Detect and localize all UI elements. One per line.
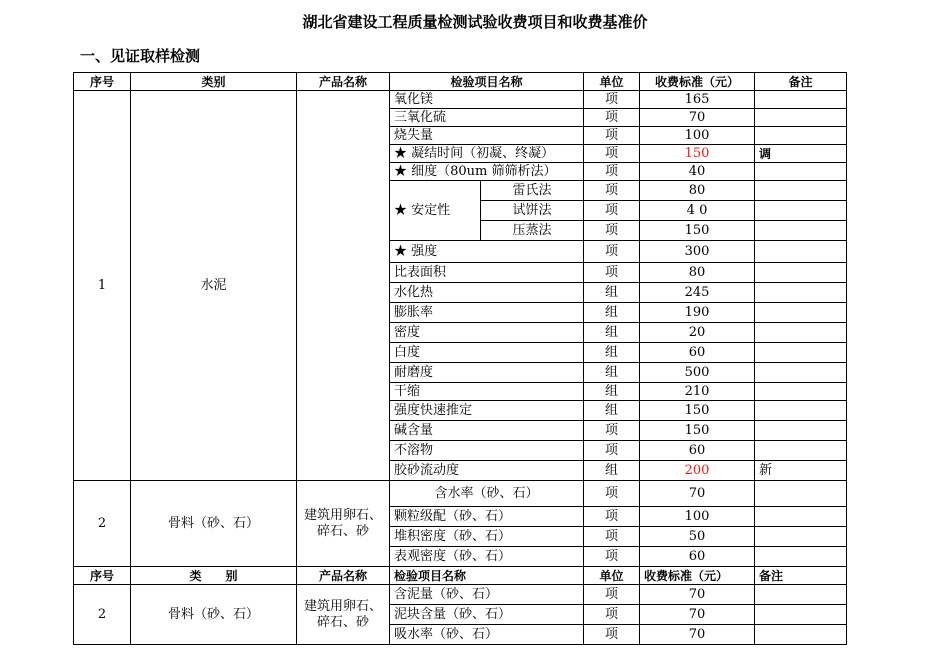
item-fee: 100: [640, 507, 755, 527]
item-name: 吸水率（砂、石）: [390, 625, 584, 645]
item-fee: 60: [640, 343, 755, 363]
group-product: 建筑用卵石、碎石、砂: [297, 481, 390, 567]
header-category: 类别: [131, 73, 297, 91]
item-note: [755, 91, 847, 109]
item-note: [755, 625, 847, 645]
item-name: 耐磨度: [390, 363, 584, 383]
item-note: [755, 241, 847, 263]
item-unit: 项: [584, 421, 640, 441]
item-note: [755, 441, 847, 461]
item-unit: 项: [584, 441, 640, 461]
table-header-row-repeat: [74, 567, 847, 585]
item-note: 新: [755, 461, 847, 481]
item-note: [755, 303, 847, 323]
item-unit: 组: [584, 401, 640, 421]
item-fee: 300: [640, 241, 755, 263]
item-note: [755, 507, 847, 527]
item-unit: 组: [584, 283, 640, 303]
item-note: 调: [755, 145, 847, 163]
item-unit: 项: [584, 625, 640, 645]
item-name: 堆积密度（砂、石）: [390, 527, 584, 547]
item-note: [755, 181, 847, 201]
table-row: [74, 585, 847, 605]
item-unit: 项: [584, 547, 640, 567]
document-title: 湖北省建设工程质量检测试验收费项目和收费基准价: [302, 13, 648, 31]
group-category: 水泥: [131, 91, 297, 481]
item-name: 泥块含量（砂、石）: [390, 605, 584, 625]
item-name: 白度: [390, 343, 584, 363]
item-note: [755, 547, 847, 567]
item-name: 含泥量（砂、石）: [390, 585, 584, 605]
header-note: 备注: [755, 567, 847, 585]
item-unit: 项: [584, 163, 640, 181]
item-fee-new: 200: [640, 461, 755, 481]
item-name: 密度: [390, 323, 584, 343]
group-no: 1: [74, 91, 131, 481]
item-name: 碱含量: [390, 421, 584, 441]
item-name: 颗粒级配（砂、石）: [390, 507, 584, 527]
item-unit: 项: [584, 605, 640, 625]
group-no: 2: [74, 585, 131, 645]
item-unit: 项: [584, 109, 640, 127]
group-category: 骨料（砂、石）: [131, 481, 297, 567]
item-fee: 70: [640, 625, 755, 645]
item-unit: 组: [584, 323, 640, 343]
header-unit: 单位: [584, 73, 640, 91]
item-fee: 150: [640, 221, 755, 241]
item-fee: 50: [640, 527, 755, 547]
item-name: ★ 安定性: [390, 181, 481, 241]
item-name: 强度快速推定: [390, 401, 584, 421]
item-note: [755, 343, 847, 363]
item-note: [755, 163, 847, 181]
item-unit: 项: [584, 145, 640, 163]
item-note: [755, 127, 847, 145]
item-unit: 组: [584, 461, 640, 481]
item-fee: 150: [640, 401, 755, 421]
item-note: [755, 605, 847, 625]
table-row: [74, 481, 847, 507]
item-note: [755, 109, 847, 127]
item-fee: 100: [640, 127, 755, 145]
item-fee: 245: [640, 283, 755, 303]
item-name: ★ 细度（80um 筛筛析法）: [390, 163, 584, 181]
item-name: 比表面积: [390, 263, 584, 283]
item-fee: 40: [640, 163, 755, 181]
group-no: 2: [74, 481, 131, 567]
item-note: [755, 421, 847, 441]
item-unit: 项: [584, 127, 640, 145]
item-fee: 70: [640, 605, 755, 625]
item-unit: 项: [584, 585, 640, 605]
item-unit: 组: [584, 363, 640, 383]
item-unit: 项: [584, 481, 640, 507]
item-fee: 70: [640, 481, 755, 507]
header-product: 产品名称: [297, 567, 390, 585]
item-name: 表观密度（砂、石）: [390, 547, 584, 567]
group-product: [297, 91, 390, 481]
item-note: [755, 527, 847, 547]
item-unit: 项: [584, 201, 640, 221]
item-method: 雷氏法: [481, 181, 584, 201]
header-fee: 收费标准（元）: [640, 73, 755, 91]
item-fee-adjusted: 150: [640, 145, 755, 163]
item-name: 膨胀率: [390, 303, 584, 323]
item-note: [755, 401, 847, 421]
item-note: [755, 481, 847, 507]
header-unit: 单位: [584, 567, 640, 585]
item-note: [755, 383, 847, 401]
item-name: 含水率（砂、石）: [390, 481, 584, 507]
item-note: [755, 363, 847, 383]
item-name: 干缩: [390, 383, 584, 401]
item-method: 试饼法: [481, 201, 584, 221]
item-fee: 60: [640, 441, 755, 461]
header-category: 类 别: [131, 567, 297, 585]
item-fee: 500: [640, 363, 755, 383]
item-unit: 项: [584, 91, 640, 109]
item-fee: 210: [640, 383, 755, 401]
header-item: 检验项目名称: [390, 73, 584, 91]
item-fee: 4 0: [640, 201, 755, 221]
table-header-row: [74, 73, 847, 91]
item-name: 不溶物: [390, 441, 584, 461]
item-name: 三氧化硫: [390, 109, 584, 127]
item-unit: 组: [584, 383, 640, 401]
item-name: 氧化镁: [390, 91, 584, 109]
item-unit: 项: [584, 221, 640, 241]
item-unit: 组: [584, 303, 640, 323]
item-note: [755, 323, 847, 343]
header-fee: 收费标准（元）: [640, 567, 755, 585]
item-name: ★ 强度: [390, 241, 584, 263]
item-fee: 60: [640, 547, 755, 567]
item-unit: 项: [584, 507, 640, 527]
item-name: ★ 凝结时间（初凝、终凝）: [390, 145, 584, 163]
item-name: 胶砂流动度: [390, 461, 584, 481]
item-fee: 20: [640, 323, 755, 343]
item-fee: 70: [640, 109, 755, 127]
header-no: 序号: [74, 567, 131, 585]
fee-table: [73, 72, 847, 645]
item-note: [755, 585, 847, 605]
item-note: [755, 201, 847, 221]
item-unit: 组: [584, 343, 640, 363]
item-unit: 项: [584, 181, 640, 201]
header-no: 序号: [74, 73, 131, 91]
header-note: 备注: [755, 73, 847, 91]
item-fee: 150: [640, 421, 755, 441]
group-product: 建筑用卵石、碎石、砂: [297, 585, 390, 645]
item-name: 水化热: [390, 283, 584, 303]
item-fee: 190: [640, 303, 755, 323]
group-category: 骨料（砂、石）: [131, 585, 297, 645]
item-unit: 项: [584, 263, 640, 283]
item-note: [755, 221, 847, 241]
item-fee: 80: [640, 181, 755, 201]
item-note: [755, 283, 847, 303]
item-fee: 70: [640, 585, 755, 605]
item-name: 烧失量: [390, 127, 584, 145]
section-heading: 一、见证取样检测: [80, 47, 201, 65]
table-row: [74, 91, 847, 109]
item-fee: 165: [640, 91, 755, 109]
header-item: 检验项目名称: [390, 567, 584, 585]
item-note: [755, 263, 847, 283]
item-unit: 项: [584, 241, 640, 263]
item-method: 压蒸法: [481, 221, 584, 241]
item-unit: 项: [584, 527, 640, 547]
item-fee: 80: [640, 263, 755, 283]
header-product: 产品名称: [297, 73, 390, 91]
